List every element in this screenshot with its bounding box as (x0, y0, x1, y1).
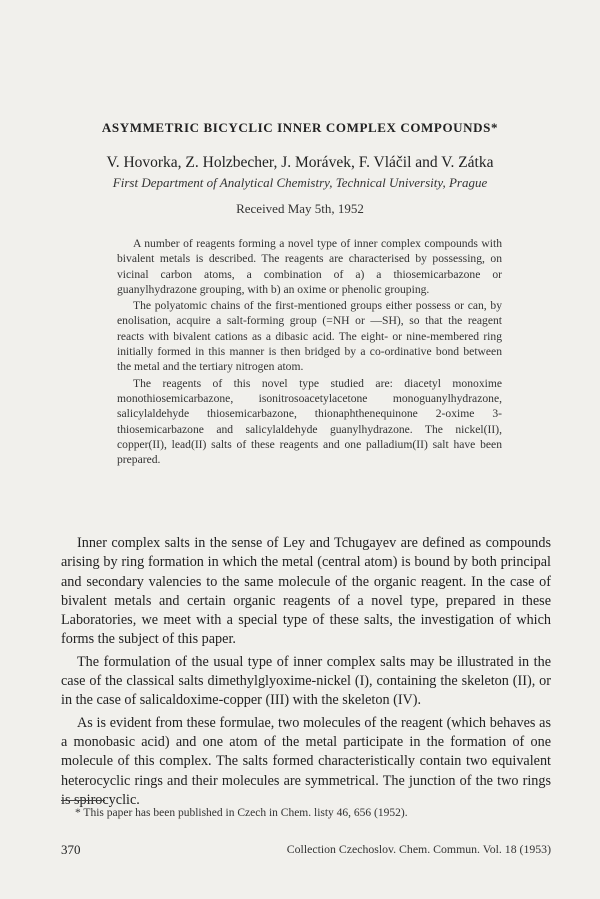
body-paragraph: The formulation of the usual type of inner complex salts may be illustrated in the case of the classical salts dimethylglyoxime-nickel (I), containing the skeleton (II), or in the case of salicaldoxime-copper (III) with the skeleton (IV). (61, 653, 551, 709)
body-text (61, 534, 551, 813)
paper-title: ASYMMETRIC BICYCLIC INNER COMPLEX COMPOUNDS* (101, 120, 499, 135)
body-paragraph: Inner complex salts in the sense of Ley and Tchugayev are defined as compounds arising by ring formation in which the metal (central atom) is bound by both principal and secondary valencies to the same molecule of the organic reagent. In the case of bivalent metals and certain organic reagents of a novel type, prepared in these Laboratories, we meet with a special type of these salts, the investigation of which forms the subject of this paper. (61, 535, 551, 648)
affiliation: First Department of Analytical Chemistry, Technical University, Prague (112, 175, 488, 190)
footnote-divider (61, 800, 105, 801)
body-paragraph: As is evident from these formulae, two molecules of the reagent (which behaves as a monobasic acid) and one atom of the metal participate in the formation of one molecule of this complex. The salts formed characteristically contain two equivalent heterocyclic rings and their molecules are symmetrical. The junction of the two rings is spirocyclic. (61, 714, 551, 808)
abstract-paragraph: A number of reagents forming a novel type of inner complex compounds with bivalent metals is described. The reagents are characterised by possessing, on vicinal carbon atoms, a combination of a) a thiosemicarbazone or guanylhydrazone grouping, with b) an oxime or phenolic grouping. (117, 237, 502, 296)
page-number: 370 (61, 842, 81, 857)
abstract-paragraph: The polyatomic chains of the first-mentioned groups either possess or can, by enolisation, acquire a salt-forming group (=NH or —SH), so that the reagent reacts with bivalent cations as a dibasic acid. The eight- or nine-membered ring initially formed in this manner is then bridged by a co-ordinative bond between the metal and the tertiary nitrogen atom. (117, 299, 502, 374)
journal-citation: Collection Czechoslov. Chem. Commun. Vol. 18 (1953) (286, 842, 551, 856)
author-list: V. Hovorka, Z. Holzbecher, J. Morávek, F. Vláčil and V. Zátka (106, 154, 494, 171)
abstract (117, 236, 502, 468)
abstract-paragraph: The reagents of this novel type studied are: diacetyl monoxime monothiosemicarbazone, isonitrosoacetylacetone monoguanylhydrazone, salicylaldehyde thiosemicarbazone, thionaphthenequinone 2-oxime 3-thiosemicarbazone and salicylaldehyde guanylhydrazone. The nickel(II), copper(II), lead(II) salts of these reagents and one palladium(II) salt have been prepared. (117, 376, 502, 467)
footnote: * This paper has been published in Czech in Chem. listy 46, 656 (1952). (75, 807, 408, 819)
received-date: Received May 5th, 1952 (236, 201, 364, 216)
